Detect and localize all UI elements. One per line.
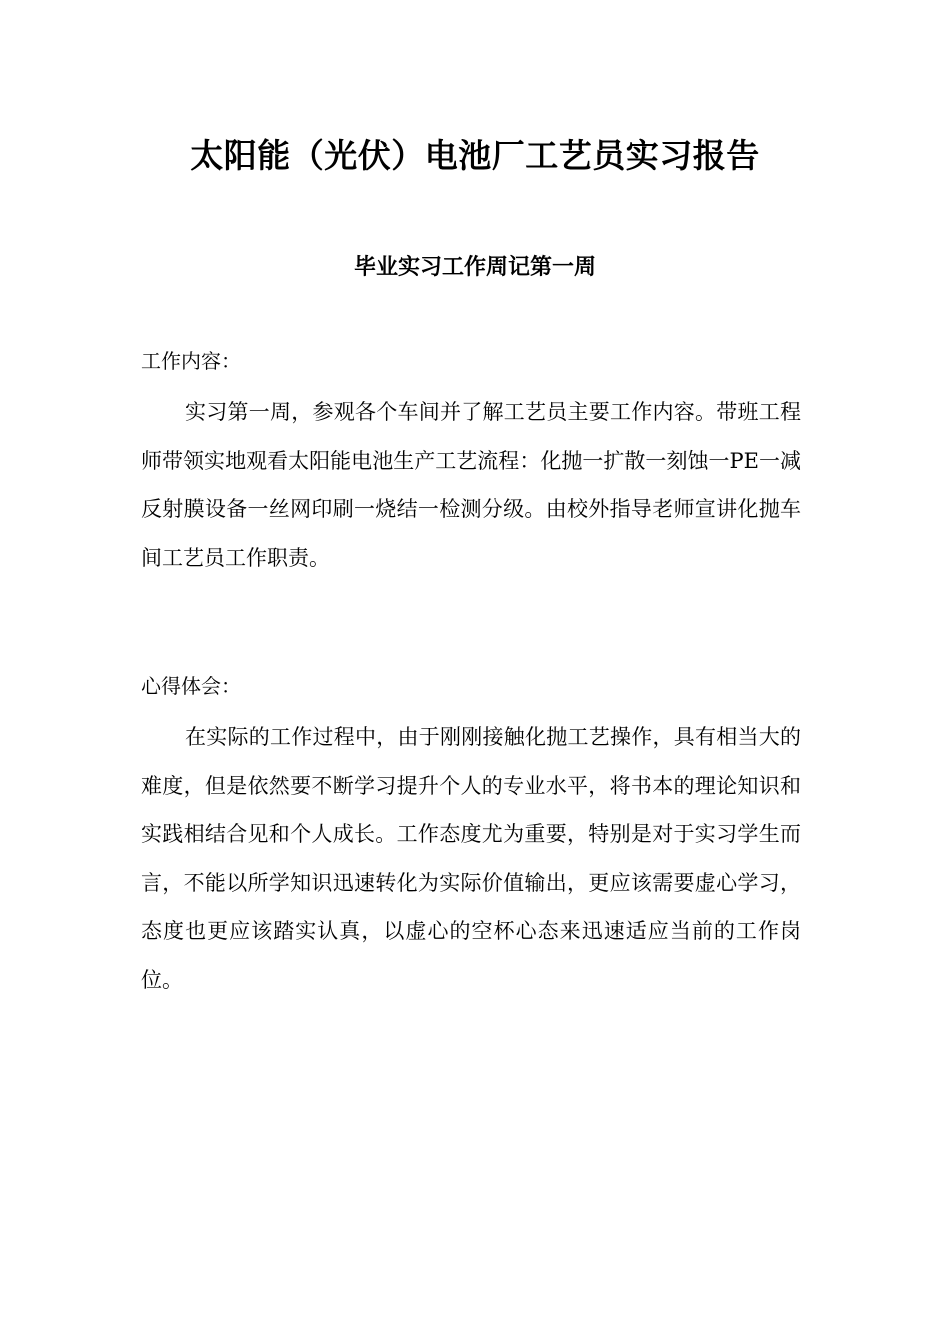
document-subtitle: 毕业实习工作周记第一周	[353, 255, 596, 280]
paragraph-reflections: 在实际的工作过程中，由于刚刚接触化抛工艺操作，具有相当大的难度，但是依然要不断学习提升个人的专业水平，将书本的理论知识和实践相结合见和个人成长。工作态度尤为重要，特别是对于实习学生而言，不能以所学知识迅速转化为实际价值输出，更应该需要虚心学习，态度也更应该踏实认真，以虚心的空杯心态来迅速适应当前的工作岗位。	[141, 725, 801, 992]
section-label-reflections: 心得体会：	[141, 674, 241, 698]
paragraph-work-content: 实习第一周，参观各个车间并了解工艺员主要工作内容。带班工程师带领实地观看太阳能电池生产工艺流程：化抛一扩散一刻蚀一PE一减反射膜设备一丝网印刷一烧结一检测分级。由校外指导老师宣讲化抛车间工艺员工作职责。	[141, 400, 801, 570]
document-title: 太阳能（光伏）电池厂工艺员实习报告	[190, 136, 760, 175]
section-label-work-content: 工作内容：	[141, 349, 241, 373]
